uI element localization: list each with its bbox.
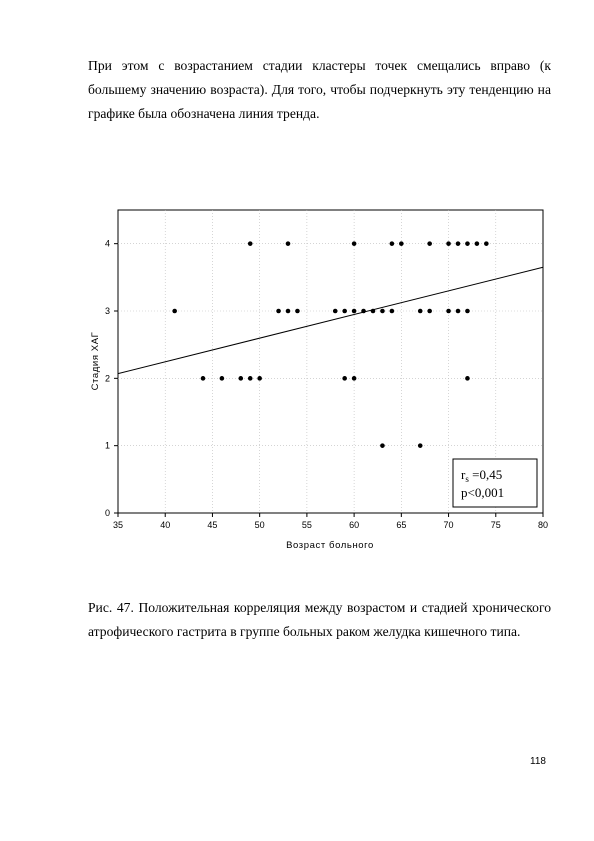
data-point [418,309,423,314]
data-point [295,309,300,314]
data-point [399,241,404,246]
data-point [475,241,480,246]
data-point [342,376,347,381]
x-tick-label: 75 [490,520,501,530]
data-point [352,376,357,381]
data-point [371,309,376,314]
figure-caption: Рис. 47. Положительная корреляция между возрастом и стадией хронического атрофического гастрита в группе больных раком желудка кишечного типа. [88,600,551,639]
data-point [484,241,489,246]
data-point [238,376,243,381]
data-point [390,309,395,314]
data-point [352,241,357,246]
y-tick-label: 0 [104,508,110,518]
data-point [380,443,385,448]
data-point [427,309,432,314]
rs-subscript: s [465,474,469,484]
x-tick-label: 65 [396,520,407,530]
data-point [418,443,423,448]
data-point [248,376,253,381]
y-tick-label: 1 [104,440,110,451]
data-point [465,241,470,246]
x-axis-ticks [113,513,548,530]
data-point [446,241,451,246]
data-point [342,309,347,314]
y-tick-label: 3 [104,306,110,316]
data-point [465,309,470,314]
rs-value: =0,45 [468,467,503,482]
data-point [456,309,461,314]
y-tick-label: 4 [104,238,110,249]
data-point [427,241,432,246]
x-tick-label: 35 [112,520,124,530]
data-point [390,241,395,246]
data-point [456,241,461,246]
x-tick-label: 80 [537,520,549,530]
data-point [257,376,262,381]
scatter-chart [80,200,560,560]
data-point [286,309,291,314]
intro-paragraph: При этом с возрастанием стадии кластеры точек смещались вправо (к большему значению возраста). Для того, чтобы подчеркнуть эту тенденцию на графике была обозначена линия тренда. [88,58,551,121]
data-point [172,309,177,314]
rs-symbol: r [461,467,466,482]
data-point [333,309,338,314]
data-point [361,309,366,314]
x-tick-label: 50 [254,520,265,530]
data-point [446,309,451,314]
y-axis-label: Стадия ХАГ [90,331,101,391]
page-number: 118 [530,756,546,767]
data-point [220,376,225,381]
x-tick-label: 70 [443,520,454,530]
data-point [201,376,206,381]
data-point [465,376,470,381]
x-tick-label: 60 [349,520,360,530]
correlation-box [453,459,537,507]
data-point [380,309,385,314]
data-point [286,241,291,246]
y-axis-ticks [105,239,118,518]
x-tick-label: 40 [160,520,171,530]
data-point [276,309,281,314]
data-point [248,241,253,246]
x-tick-label: 55 [301,520,312,530]
data-point [352,309,357,314]
x-axis-label: Возраст больного [286,540,374,551]
y-tick-label: 2 [104,373,110,384]
p-value: p<0,001 [461,485,505,500]
x-tick-label: 45 [207,520,218,530]
